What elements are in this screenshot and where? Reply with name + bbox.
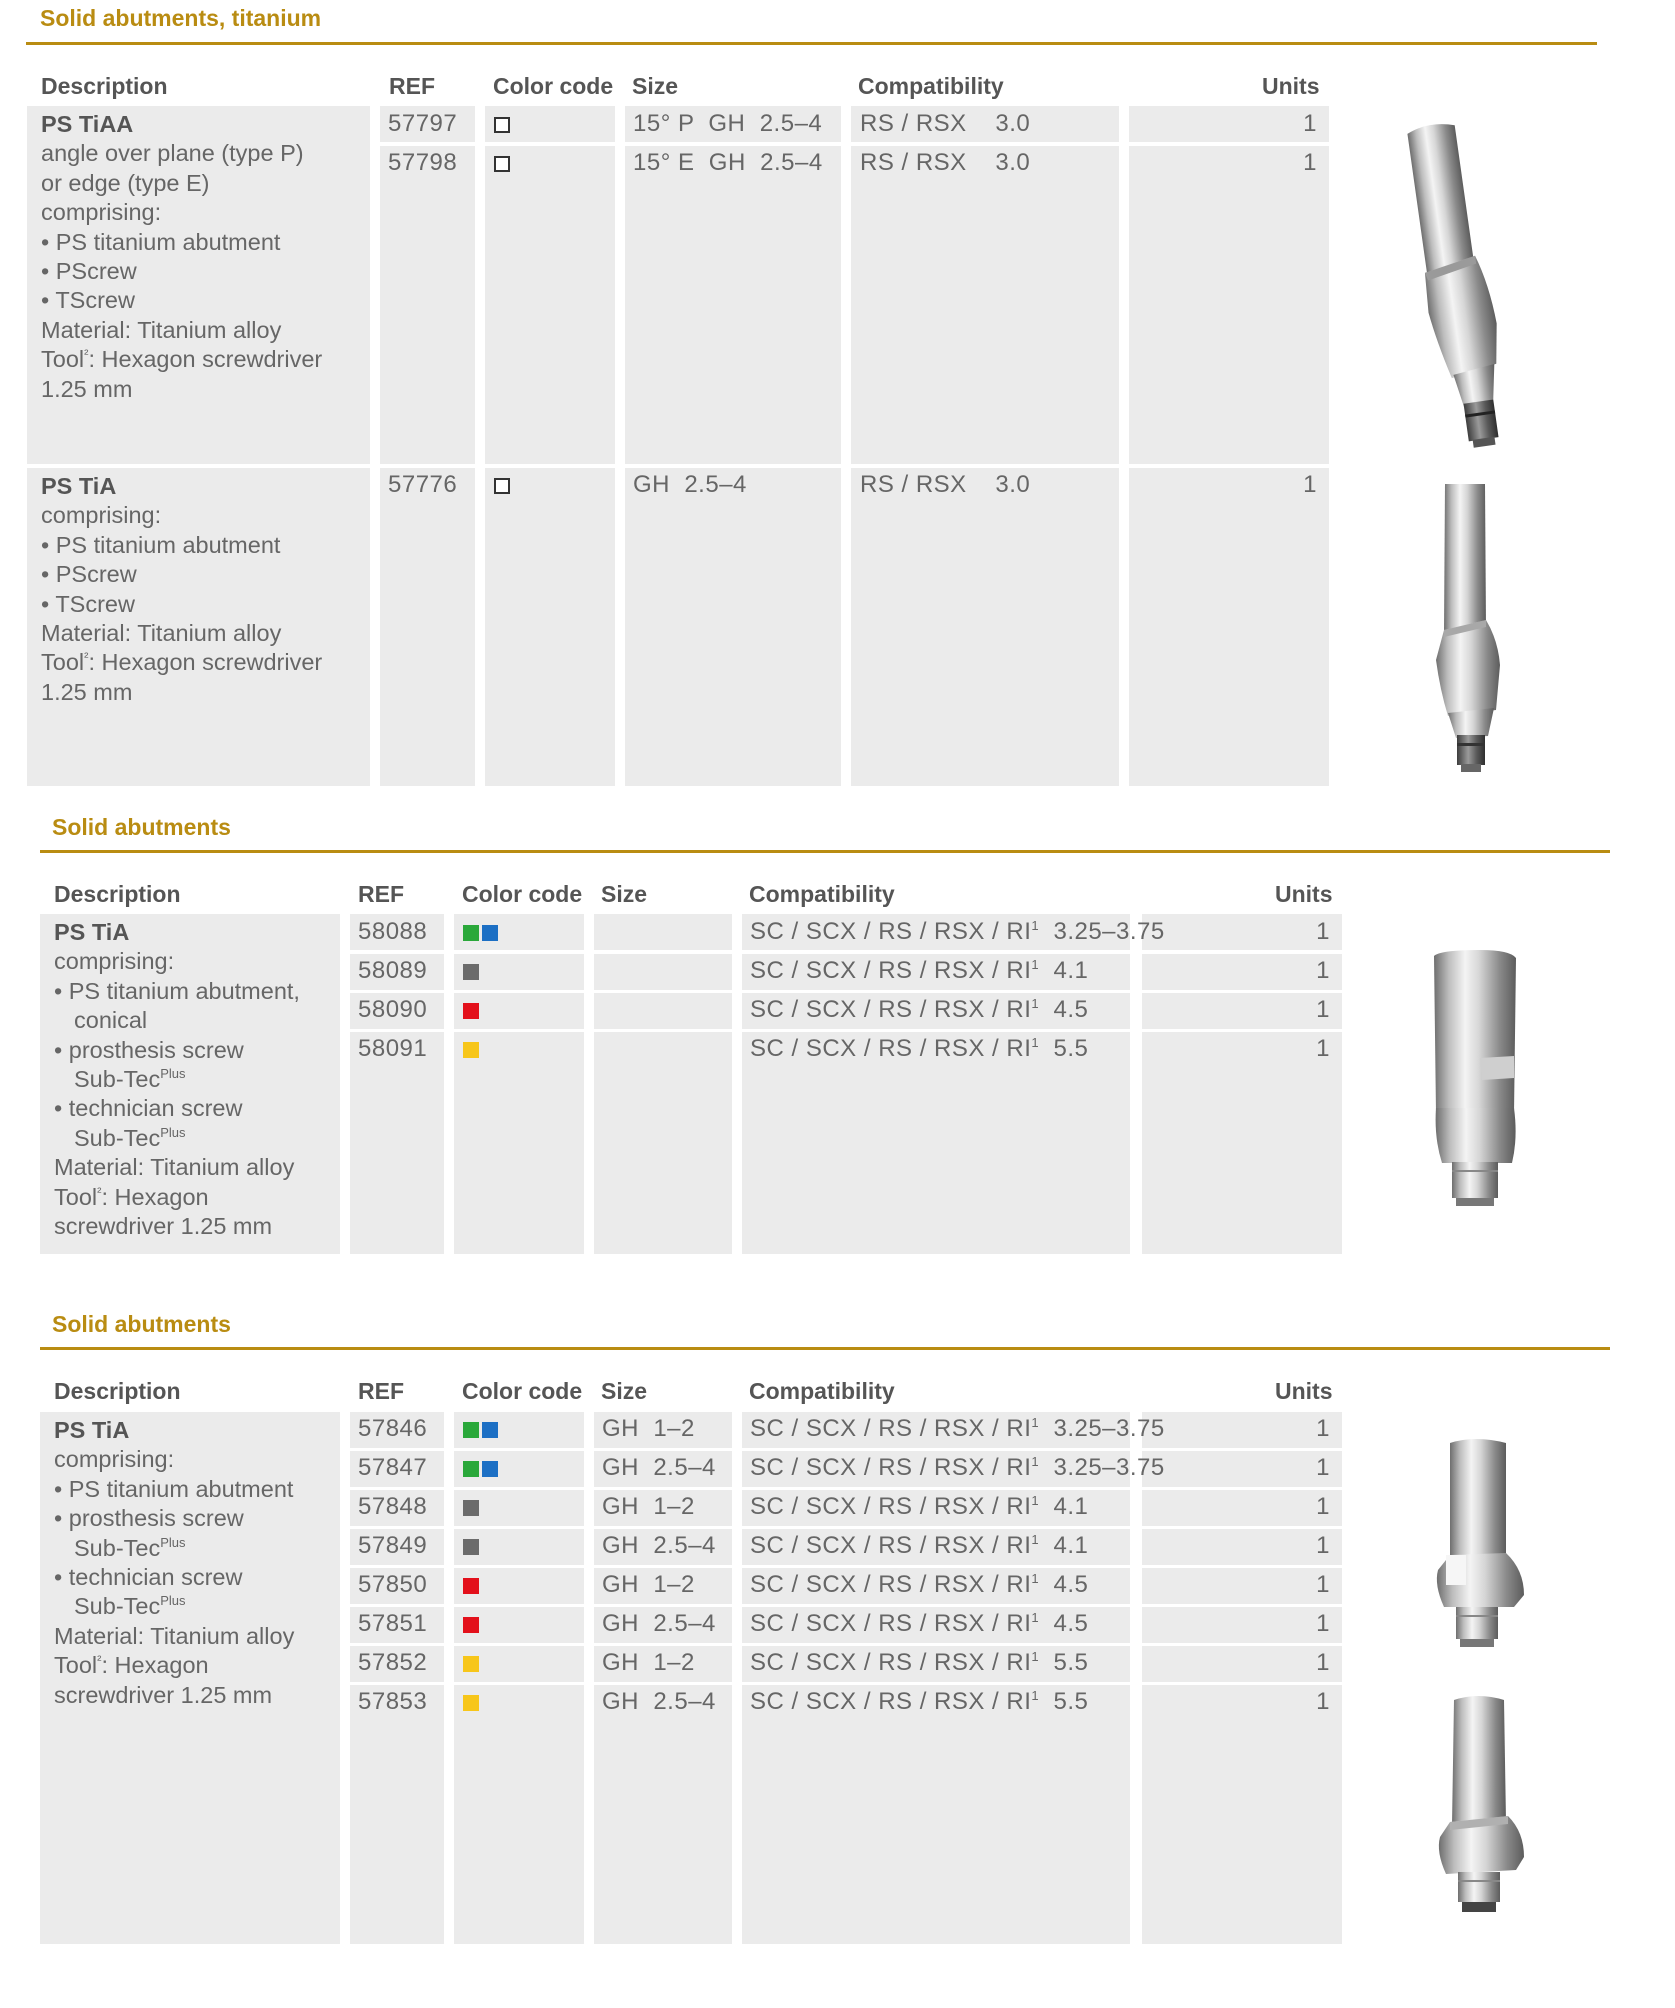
header-description: Description xyxy=(54,881,181,907)
header-size: Size xyxy=(601,881,648,907)
compat-value: SC / SCX / RS / RSX / $RI^1$ 4.5 xyxy=(750,1571,1089,1598)
desc-line: comprising: xyxy=(54,1446,175,1473)
ref-value: 57852 xyxy=(358,1649,428,1676)
ref-value: 57853 xyxy=(358,1688,428,1715)
units-value: 1 xyxy=(1316,996,1330,1023)
desc-line: • prosthesis screw xyxy=(54,1505,244,1532)
ref-value: 58089 xyxy=(358,957,428,984)
straight-abutment-image xyxy=(1400,480,1530,775)
header-color-code: Color code xyxy=(462,1378,583,1404)
product-title: PS TiA xyxy=(54,1417,130,1443)
compat-value: SC / SCX / RS / RSX / $RI^1$ 3.25–3.75 xyxy=(750,1454,1165,1481)
header-compatibility: Compatibility xyxy=(858,73,1004,99)
angled-abutment-image xyxy=(1390,118,1540,453)
header-ref: REF xyxy=(389,73,435,99)
units-value: 1 xyxy=(1316,1688,1330,1715)
section-title-2: Solid abutments xyxy=(52,814,231,840)
size-value: GH 1–2 xyxy=(602,1571,695,1598)
desc-line: Material: Titanium alloy xyxy=(54,1154,295,1181)
conical-abutment-image xyxy=(1420,948,1530,1213)
product-description xyxy=(54,918,300,1241)
units-value: 1 xyxy=(1316,1493,1330,1520)
size-cell xyxy=(594,1685,732,1944)
product-description xyxy=(41,472,322,707)
units-value: 1 xyxy=(1316,918,1330,945)
product-title: PS TiA xyxy=(41,473,117,499)
color-swatch-blue xyxy=(482,1461,498,1477)
units-value: 1 xyxy=(1316,1649,1330,1676)
ref-value: 57849 xyxy=(358,1532,428,1559)
desc-line-tool: Tool$^{^2}$: Hexagon screwdriver xyxy=(41,346,323,373)
size-cell xyxy=(594,1032,732,1254)
section-rule-2 xyxy=(40,850,1610,853)
ref-value: 58091 xyxy=(358,1035,428,1062)
color-swatch-blue xyxy=(482,925,498,941)
section-rule-1 xyxy=(26,42,1597,45)
size-cell xyxy=(625,146,841,464)
color-swatch-red xyxy=(463,1578,479,1594)
desc-line: • TScrew xyxy=(41,590,135,617)
header-description: Description xyxy=(41,73,168,99)
header-ref: REF xyxy=(358,1378,404,1404)
desc-line: comprising: xyxy=(41,502,162,529)
desc-line: • PScrew xyxy=(41,561,137,588)
desc-line: Material: Titanium alloy xyxy=(41,620,282,647)
desc-line: 1.25 mm xyxy=(41,678,133,705)
ref-value: 58088 xyxy=(358,918,428,945)
units-value: 1 xyxy=(1316,1571,1330,1598)
header-size: Size xyxy=(632,73,679,99)
desc-line: • PS titanium abutment xyxy=(41,531,281,558)
desc-line: • PScrew xyxy=(41,258,137,285)
desc-line: Material: Titanium alloy xyxy=(54,1622,295,1649)
ref-value: 57797 xyxy=(388,110,458,137)
ref-cell xyxy=(350,1685,444,1944)
desc-line-tool: Tool$^{^2}$: Hexagon xyxy=(54,1652,209,1679)
desc-line: comprising: xyxy=(41,199,162,226)
units-value: 1 xyxy=(1316,1610,1330,1637)
desc-line: Sub-Tec$^{Plus}$ xyxy=(74,1534,186,1561)
color-swatch-grey xyxy=(463,1500,479,1516)
ref-value: 57847 xyxy=(358,1454,428,1481)
color-swatch-empty xyxy=(494,478,510,494)
color-swatch-grey xyxy=(463,964,479,980)
size-value: GH 2.5–4 xyxy=(602,1688,716,1715)
product-description xyxy=(54,1416,294,1710)
size-value: GH 1–2 xyxy=(602,1649,695,1676)
desc-line: • TScrew xyxy=(41,287,135,314)
units-value: 1 xyxy=(1316,1454,1330,1481)
compat-value: SC / SCX / RS / RSX / $RI^1$ 5.5 xyxy=(750,1035,1089,1062)
units-value: 1 xyxy=(1303,471,1317,498)
color-swatch-green xyxy=(463,925,479,941)
units-value: 1 xyxy=(1316,1035,1330,1062)
compat-value: RS / RSX 3.0 xyxy=(860,471,1031,498)
units-value: 1 xyxy=(1316,957,1330,984)
compat-value: SC / SCX / RS / RSX / $RI^1$ 5.5 xyxy=(750,1649,1089,1676)
desc-line: Material: Titanium alloy xyxy=(41,316,282,343)
compat-value: SC / SCX / RS / RSX / $RI^1$ 4.1 xyxy=(750,957,1089,984)
desc-line: screwdriver 1.25 mm xyxy=(54,1681,273,1708)
size-value: GH 2.5–4 xyxy=(602,1454,716,1481)
ref-cell xyxy=(350,1032,444,1254)
desc-line: • technician screw xyxy=(54,1095,243,1122)
size-cell xyxy=(625,468,841,786)
color-swatch-green xyxy=(463,1422,479,1438)
desc-line: • PS titanium abutment xyxy=(54,1475,294,1502)
size-cell xyxy=(594,993,732,1029)
color-swatch-green xyxy=(463,1461,479,1477)
units-cell xyxy=(1129,468,1329,786)
compat-value: SC / SCX / RS / RSX / $RI^1$ 4.1 xyxy=(750,1493,1089,1520)
color-swatch-yellow xyxy=(463,1656,479,1672)
header-color-code: Color code xyxy=(493,73,614,99)
header-color-code: Color code xyxy=(462,881,583,907)
units-value: 1 xyxy=(1316,1532,1330,1559)
ref-value: 57851 xyxy=(358,1610,428,1637)
compat-cell xyxy=(851,468,1119,786)
desc-line: screwdriver 1.25 mm xyxy=(54,1213,273,1240)
section-title-1: Solid abutments, titanium xyxy=(40,5,322,31)
units-cell xyxy=(1142,1685,1342,1944)
ref-value: 57850 xyxy=(358,1571,428,1598)
units-value: 1 xyxy=(1303,149,1317,176)
header-size: Size xyxy=(601,1378,648,1404)
ref-value: 57776 xyxy=(388,471,458,498)
units-value: 1 xyxy=(1303,110,1317,137)
header-ref: REF xyxy=(358,881,404,907)
size-cell xyxy=(594,954,732,990)
compat-cell xyxy=(742,1032,1130,1254)
section-title-3: Solid abutments xyxy=(52,1311,231,1337)
ref-value: 57846 xyxy=(358,1415,428,1442)
size-value: GH 1–2 xyxy=(602,1493,695,1520)
compat-value: SC / SCX / RS / RSX / $RI^1$ 3.25–3.75 xyxy=(750,1415,1165,1442)
desc-line: Sub-Tec$^{Plus}$ xyxy=(74,1593,186,1620)
color-swatch-empty xyxy=(494,156,510,172)
size-value: 15° E GH 2.5–4 xyxy=(633,149,823,176)
desc-line: angle over plane (type P) xyxy=(41,140,304,167)
tall-abutment-image xyxy=(1420,1692,1540,1922)
header-units: Units xyxy=(1275,881,1333,907)
desc-line: 1.25 mm xyxy=(41,375,133,402)
color-cell xyxy=(454,1032,584,1254)
color-cell xyxy=(485,146,615,464)
size-value: GH 1–2 xyxy=(602,1415,695,1442)
compat-value: SC / SCX / RS / RSX / $RI^1$ 3.25–3.75 xyxy=(750,918,1165,945)
ref-value: 57798 xyxy=(388,149,458,176)
size-value: GH 2.5–4 xyxy=(602,1532,716,1559)
section-rule-3 xyxy=(40,1347,1610,1350)
size-value: GH 2.5–4 xyxy=(602,1610,716,1637)
desc-line: comprising: xyxy=(54,948,175,975)
compat-cell xyxy=(742,1685,1130,1944)
color-swatch-blue xyxy=(482,1422,498,1438)
header-compatibility: Compatibility xyxy=(749,881,895,907)
color-swatch-yellow xyxy=(463,1695,479,1711)
ref-value: 57848 xyxy=(358,1493,428,1520)
units-cell xyxy=(1142,1032,1342,1254)
header-units: Units xyxy=(1275,1378,1333,1404)
units-value: 1 xyxy=(1316,1415,1330,1442)
size-cell xyxy=(594,914,732,950)
compat-value: RS / RSX 3.0 xyxy=(860,149,1031,176)
product-title: PS TiA xyxy=(54,919,130,945)
desc-line: • technician screw xyxy=(54,1564,243,1591)
desc-line: Sub-Tec$^{Plus}$ xyxy=(74,1066,186,1093)
color-cell xyxy=(485,468,615,786)
product-description xyxy=(41,110,322,404)
compat-cell xyxy=(851,146,1119,464)
ref-cell xyxy=(380,146,475,464)
ref-cell xyxy=(380,468,475,786)
compat-value: RS / RSX 3.0 xyxy=(860,110,1031,137)
ref-value: 58090 xyxy=(358,996,428,1023)
desc-line: • PS titanium abutment xyxy=(41,228,281,255)
compat-value: SC / SCX / RS / RSX / $RI^1$ 4.5 xyxy=(750,996,1089,1023)
desc-line-tool: Tool$^{^2}$: Hexagon screwdriver xyxy=(41,649,323,676)
short-abutment-image xyxy=(1420,1435,1540,1655)
desc-line: or edge (type E) xyxy=(41,169,210,196)
color-cell xyxy=(454,1685,584,1944)
header-compatibility: Compatibility xyxy=(749,1378,895,1404)
color-swatch-empty xyxy=(494,117,510,133)
color-swatch-red xyxy=(463,1003,479,1019)
desc-line: • PS titanium abutment, xyxy=(54,977,300,1004)
header-description: Description xyxy=(54,1378,181,1404)
color-swatch-red xyxy=(463,1617,479,1633)
header-units: Units xyxy=(1262,73,1320,99)
size-value: GH 2.5–4 xyxy=(633,471,747,498)
product-title: PS TiAA xyxy=(41,111,134,137)
desc-line: conical xyxy=(74,1007,148,1034)
desc-line: Sub-Tec$^{Plus}$ xyxy=(74,1124,186,1151)
compat-value: SC / SCX / RS / RSX / $RI^1$ 4.5 xyxy=(750,1610,1089,1637)
units-cell xyxy=(1129,146,1329,464)
color-swatch-yellow xyxy=(463,1042,479,1058)
compat-value: SC / SCX / RS / RSX / $RI^1$ 4.1 xyxy=(750,1532,1089,1559)
desc-line-tool: Tool$^{^2}$: Hexagon xyxy=(54,1183,209,1210)
compat-value: SC / SCX / RS / RSX / $RI^1$ 5.5 xyxy=(750,1688,1089,1715)
size-value: 15° P GH 2.5–4 xyxy=(633,110,823,137)
desc-line: • prosthesis screw xyxy=(54,1036,244,1063)
color-swatch-grey xyxy=(463,1539,479,1555)
